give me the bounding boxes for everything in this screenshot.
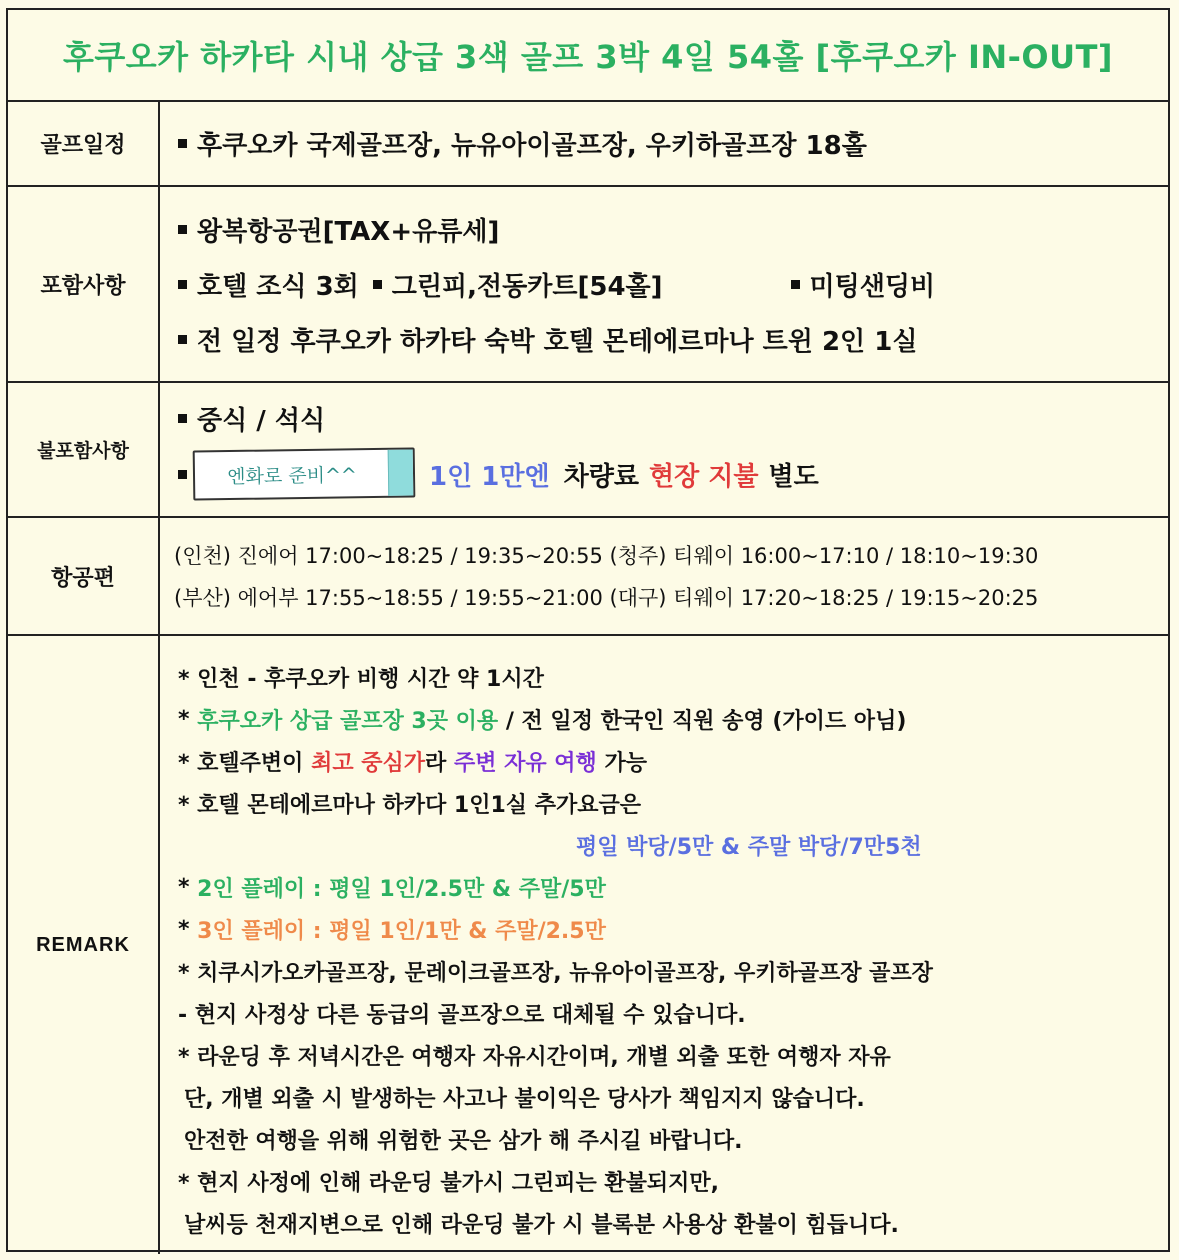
remark-line: * 치쿠시가오카골프장, 문레이크골프장, 뉴유아이골프장, 우키하골프장 골프장 [178, 960, 933, 986]
square-bullet-icon [178, 139, 187, 148]
label-golf-schedule: 골프일정 [8, 102, 160, 185]
included-item: 전 일정 후쿠오카 하카타 숙박 호텔 몬테에르마나 트윈 2인 1실 [178, 321, 1168, 358]
row-excluded [8, 383, 1168, 518]
remark-line-single-room-fee: 평일 박당/5만 & 주말 박당/7만5천 [576, 834, 922, 860]
remark-line: 날씨등 천재지변으로 인해 라운딩 불가 시 블록분 사용상 환불이 힘듭니다. [184, 1212, 899, 1238]
vehicle-fee-price: 1인 1만엔 [429, 461, 550, 492]
included-item: 왕복항공권[TAX+유류세] [178, 211, 1168, 248]
label-flights: 항공편 [8, 518, 160, 634]
row-included [8, 187, 1168, 383]
remark-line: - 현지 사정상 다른 동급의 골프장으로 대체될 수 있습니다. [178, 1002, 746, 1028]
remark-line: * 호텔주변이 최고 중심가 라 주변 자유 여행 가능 [178, 750, 647, 776]
included-item: 호텔 조식 3회 그린피,전동카트[54홀] 미팅샌딩비 [178, 266, 1168, 303]
golf-package-table [6, 8, 1170, 1252]
remark-line-3-player: * 3인 플레이 : 평일 1인/1만 & 주말/2.5만 [178, 916, 606, 944]
excluded-item: 엔화로 준비^^ 1인 1만엔 차량료 현장 지불 별도 [178, 449, 1168, 499]
row-remark [8, 636, 1168, 1254]
sticky-note-tab [388, 449, 414, 495]
remark-line: 단, 개별 외출 시 발생하는 사고나 불이익은 당사가 책임지지 않습니다. [184, 1086, 865, 1112]
excluded-item: 중식 / 석식 [178, 400, 1168, 437]
golf-course-list: 후쿠오카 국제골프장, 뉴유아이골프장, 우키하골프장 18홀 [178, 125, 1168, 162]
square-bullet-icon [373, 280, 382, 289]
label-excluded: 불포함사항 [8, 383, 160, 516]
square-bullet-icon [178, 414, 187, 423]
row-golf-schedule [8, 102, 1168, 187]
label-remark: REMARK [8, 636, 160, 1254]
square-bullet-icon [178, 470, 187, 479]
remark-line: * 호텔 몬테에르마나 하카다 1인1실 추가요금은 [178, 792, 641, 818]
remark-line-2-player: * 2인 플레이 : 평일 1인/2.5만 & 주말/5만 [178, 874, 606, 902]
remark-line: * 후쿠오카 상급 골프장 3곳 이용 / 전 일정 한국인 직원 송영 (가이드 아님) [178, 706, 907, 734]
flight-line: (인천) 진에어 17:00~18:25 / 19:35~20:55 (청주) 티웨이 16:00~17:10 / 18:10~19:30 [174, 544, 1039, 568]
square-bullet-icon [178, 280, 187, 289]
pay-on-site: 현장 지불 [648, 461, 759, 492]
row-flights [8, 518, 1168, 636]
sticky-note: 엔화로 준비^^ [193, 447, 416, 500]
remark-line: * 라운딩 후 저녁시간은 여행자 자유시간이며, 개별 외출 또한 여행자 자유 [178, 1044, 891, 1070]
remark-line: * 현지 사정에 인해 라운딩 불가시 그린피는 환불되지만, [178, 1170, 720, 1196]
square-bullet-icon [178, 225, 187, 234]
remark-line: * 인천 - 후쿠오카 비행 시간 약 1시간 [178, 666, 544, 692]
flight-line: (부산) 에어부 17:55~18:55 / 19:55~21:00 (대구) 티웨이 17:20~18:25 / 19:15~20:25 [174, 586, 1039, 610]
page-title: 후쿠오카 하카타 시내 상급 3색 골프 3박 4일 54홀 [후쿠오카 IN-OUT] [8, 10, 1168, 102]
square-bullet-icon [791, 280, 800, 289]
remark-line: 안전한 여행을 위해 위험한 곳은 삼가 해 주시길 바랍니다. [184, 1128, 743, 1154]
label-included: 포함사항 [8, 187, 160, 381]
square-bullet-icon [178, 335, 187, 344]
